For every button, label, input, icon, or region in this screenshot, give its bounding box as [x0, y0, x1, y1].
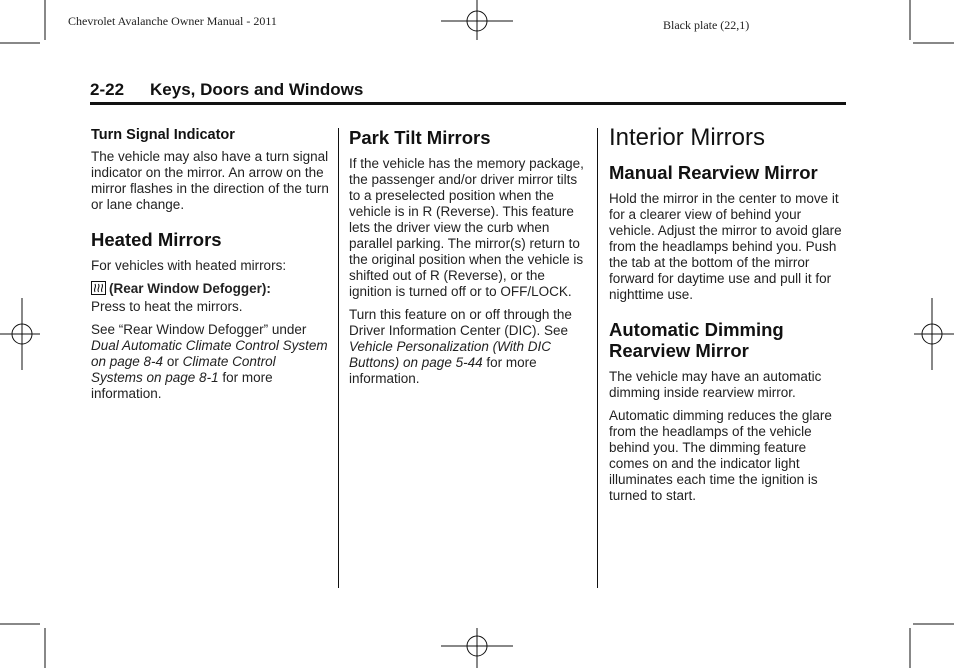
page-number: 2-22 — [90, 80, 125, 99]
plate-label: Black plate (22,1) — [663, 18, 750, 32]
column-divider — [597, 128, 598, 588]
defogger-label: (Rear Window Defogger): — [109, 281, 271, 296]
interior-mirrors-heading: Interior Mirrors — [609, 124, 766, 151]
dic-text: Turn this feature on or off through the Driver Information Center (DIC). See — [349, 307, 572, 338]
see-also-end: for more information. — [91, 370, 273, 401]
auto-dimming-text-2: Automatic dimming reduces the glare from the headlamps of the vehicle behind you. The dimming feature comes on and the indicator light illuminates each time the ignition is turned to start. — [609, 408, 832, 503]
see-also-paragraph — [91, 322, 331, 402]
rear-defogger-icon — [91, 281, 106, 299]
manual-rearview-heading: Manual Rearview Mirror — [609, 162, 818, 183]
manual-rearview-text: Hold the mirror in the center to move it for a clearer view of behind your vehicle. Adjust the mirror to avoid glare from the headlamps behind you. Push the tab at the bottom of the mirror forward for daytime use and pull it for nighttime use. — [609, 191, 842, 302]
dic-paragraph — [349, 307, 589, 387]
manual-title: Chevrolet Avalanche Owner Manual - 2011 — [68, 14, 277, 28]
section-title — [90, 80, 363, 100]
heated-mirrors-heading: Heated Mirrors — [91, 229, 222, 250]
link-dual-climate[interactable]: Dual Automatic Climate Control System on page 8-4 — [91, 338, 328, 369]
section-rule — [90, 102, 846, 105]
defogger-text: Press to heat the mirrors. — [91, 299, 243, 314]
column-3 — [609, 124, 845, 511]
park-tilt-heading: Park Tilt Mirrors — [349, 127, 491, 148]
dic-end: for more information. — [349, 355, 537, 386]
link-climate-systems[interactable]: Climate Control Systems on page 8-1 — [91, 354, 276, 385]
heated-intro: For vehicles with heated mirrors: — [91, 258, 287, 273]
column-2 — [349, 127, 589, 394]
defogger-paragraph — [91, 281, 331, 315]
section-name: Keys, Doors and Windows — [150, 80, 364, 99]
turn-signal-text: The vehicle may also have a turn signal indicator on the mirror. An arrow on the mirror flashes in the direction of the turn or lane change. — [91, 149, 329, 212]
auto-dimming-text-1: The vehicle may have an automatic dimming inside rearview mirror. — [609, 369, 822, 400]
column-1 — [91, 127, 331, 409]
column-divider — [338, 128, 339, 588]
auto-dimming-heading: Automatic Dimming Rearview Mirror — [609, 319, 784, 361]
turn-signal-heading: Turn Signal Indicator — [91, 127, 235, 143]
see-also-or: or — [166, 354, 179, 369]
see-also-text: See “Rear Window Defogger” under — [91, 322, 307, 337]
park-tilt-text: If the vehicle has the memory package, the passenger and/or driver mirror tilts to a preselected position when the vehicle is in R (Reverse). This feature lets the driver view the curb when parallel parking. The mirror(s) return to the original position when the vehicle is shifted out of R (Reverse), or the ignition is turned off or to OFF/LOCK. — [349, 156, 584, 299]
link-vehicle-personalization[interactable]: Vehicle Personalization (With DIC Buttons) on page 5-44 — [349, 339, 551, 370]
